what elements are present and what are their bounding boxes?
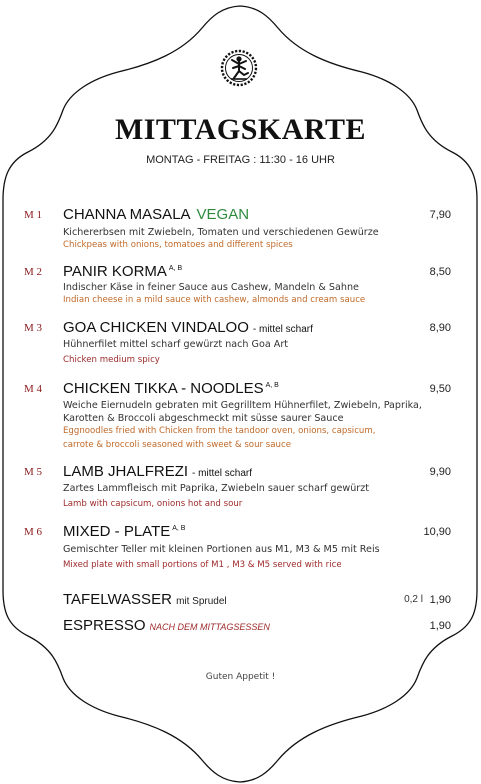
item-note: NACH DEM MITTAGSESSEN [149,622,270,632]
item-description-english-line: Eggnoodles fried with Chicken from the tandoor oven, onions, capsicum, [63,426,376,436]
item-price: 10,90 [423,526,451,538]
spice-note: - mittel scharf [252,324,313,335]
item-price: 1,90 [429,620,451,632]
item-code: M 5 [24,466,43,478]
allergen-marker: A, B [168,265,183,272]
opening-hours: MONTAG - FREITAG : 11:30 - 16 UHR [146,154,335,166]
item-name: LAMB JHALFREZI - mittel scharf [63,463,253,480]
item-code: M 4 [24,383,43,395]
item-code: M 1 [24,209,43,221]
item-description: Kichererbsen mit Zwiebeln, Tomaten und verschiedenen Gewürze [63,227,379,238]
item-description: Zartes Lammfleisch mit Paprika, Zwiebeln sauer scharf gewürzt [63,483,370,494]
menu-title: MITTAGSKARTE [114,113,367,146]
item-name: MIXED - PLATE $^{A, B}$ [63,523,186,540]
item-description-english: Chickpeas with onions, tomatoes and different spices [63,240,293,250]
item-description-line: Weiche Eiernudeln gebraten mit Gegrilltem Hühnerfilet, Zwiebeln, Paprika, [63,400,422,411]
item-description-english: Mixed plate with small portions of M1 , M3 & M5 served with rice [63,560,342,570]
item-price: 7,90 [429,209,451,221]
item-description-english: Indian cheese in a mild sauce with cashew, almonds and cream sauce [63,295,366,305]
item-name: TAFELWASSER mit Sprudel [63,591,227,608]
item-price: 1,90 [429,594,451,606]
item-price: 8,90 [429,322,451,334]
item-description-english: Chicken medium spicy [63,355,160,365]
item-price: 9,50 [429,383,451,395]
item-name: CHICKEN TIKKA - NOODLES $^{A, B}$ [63,380,279,397]
item-code: M 6 [24,526,43,538]
item-name: PANIR KORMA $^{A, B}$ [63,263,183,280]
vegan-badge: VEGAN [196,206,250,223]
item-price: 8,50 [429,266,451,278]
item-name: GOA CHICKEN VINDALOO - mittel scharf [63,319,313,336]
item-price: 9,90 [429,466,451,478]
dancing-shiva-emblem-icon [217,48,261,88]
item-description: Gemischter Teller mit kleinen Portionen aus M1, M3 & M5 mit Reis [63,544,380,555]
item-code: M 3 [24,322,43,334]
item-name: CHANNA MASALA VEGAN [63,206,250,223]
item-code: M 2 [24,266,43,278]
allergen-marker: A, B [172,525,186,532]
item-description-english-line: carrote & broccoli seasoned with sweet & sour sauce [63,440,291,450]
item-quantity: 0,2 l [404,594,423,605]
item-description-english: Lamb with capsicum, onions hot and sour [63,499,243,509]
closing-greeting: Guten Appetit ! [205,672,276,682]
spice-note: - mittel scharf [192,468,253,479]
item-description-line: Karotten & Broccoli abgeschmeckt mit süsse saurer Sauce [63,413,344,424]
item-description: Indischer Käse in feiner Sauce aus Cashew, Mandeln & Sahne [63,282,359,293]
item-note: mit Sprudel [176,596,227,607]
item-name: ESPRESSO NACH DEM MITTAGSESSEN [63,617,270,634]
allergen-marker: A, B [265,382,279,389]
item-description: Hühnerfilet mittel scharf gewürzt nach Goa Art [63,339,289,350]
